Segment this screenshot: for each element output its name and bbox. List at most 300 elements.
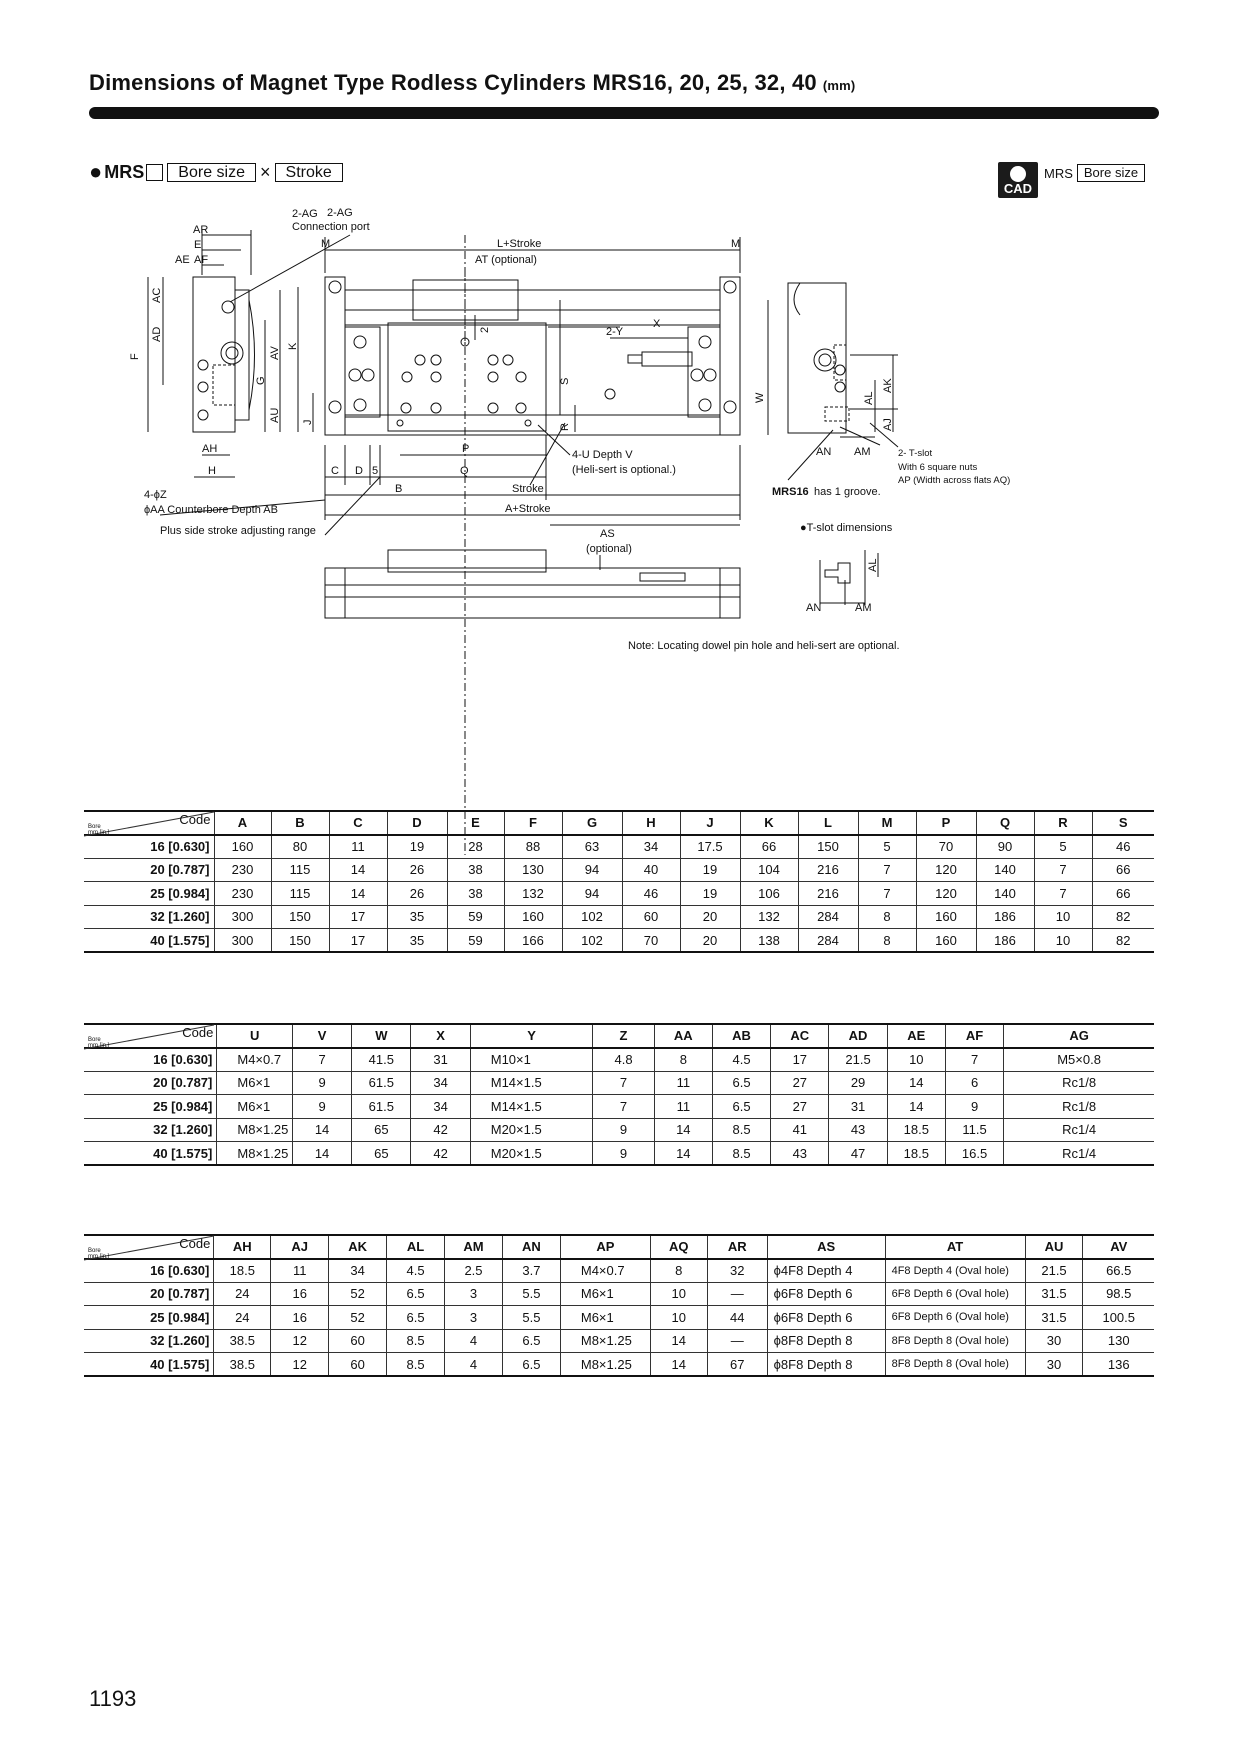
blank-box [146,164,163,181]
lbl-c: C [331,465,339,477]
bore-size-cell: 20 [0.787] [84,1282,214,1306]
bore-size-cell: 40 [1.575] [84,929,214,953]
cell-b: 115 [271,882,329,906]
lbl-plus: Plus side stroke adjusting range [160,525,316,537]
cell-y: M10×1 [470,1048,593,1072]
cell-at: 8F8 Depth 8 (Oval hole) [885,1353,1025,1377]
cell-z: 9 [593,1142,654,1166]
lbl-lstroke: L+Stroke [497,238,542,250]
cell-u: M4×0.7 [217,1048,293,1072]
cell-k: 138 [740,929,798,953]
cell-am: 4 [445,1353,503,1377]
cell-l: 284 [798,905,858,929]
col-header-e: E [447,811,504,835]
cell-ar: 67 [707,1353,767,1377]
cad-icon[interactable] [998,162,1038,198]
cell-ah: 38.5 [214,1353,271,1377]
col-header-a: A [214,811,271,835]
cell-ae: 18.5 [887,1118,945,1142]
cell-ac: 27 [771,1071,829,1095]
lbl-au: AU [269,407,281,423]
cad-bore-box: Bore size [1077,164,1145,182]
cell-ap: M6×1 [560,1282,650,1306]
cell-au: 30 [1025,1353,1083,1377]
cell-b: 150 [271,929,329,953]
cell-r: 7 [1034,882,1092,906]
lbl-y: 2-Y [606,326,624,338]
col-header-m: M [858,811,916,835]
cell-g: 94 [562,882,622,906]
cell-ac: 43 [771,1142,829,1166]
cell-c: 17 [329,929,387,953]
cell-x: 42 [411,1118,470,1142]
cell-s: 82 [1092,905,1154,929]
cell-k: 104 [740,858,798,882]
cell-al: 8.5 [387,1329,445,1353]
cell-d: 35 [387,929,447,953]
cell-h: 34 [622,835,680,859]
lbl-h: H [208,465,216,477]
cell-af: 6 [945,1071,1003,1095]
cell-m: 5 [858,835,916,859]
cad-icon-text: CAD [1003,181,1033,196]
col-header-ar: AR [707,1235,767,1259]
lbl-s: S [559,377,571,385]
cell-x: 31 [411,1048,470,1072]
col-header-u: U [217,1024,293,1048]
cell-d: 26 [387,882,447,906]
col-header-y: Y [470,1024,593,1048]
cell-ag: Rc1/8 [1004,1095,1154,1119]
cell-b: 80 [271,835,329,859]
bore-label: Bore mm [in.] [88,1037,110,1049]
cell-ar: — [707,1282,767,1306]
col-header-c: C [329,811,387,835]
cell-at: 8F8 Depth 8 (Oval hole) [885,1329,1025,1353]
cell-av: 66.5 [1083,1259,1154,1283]
table-row [84,835,1154,859]
col-header-ag: AG [1004,1024,1154,1048]
cell-s: 66 [1092,882,1154,906]
cell-v: 9 [292,1071,351,1095]
cell-ah: 18.5 [214,1259,271,1283]
cell-ae: 14 [887,1071,945,1095]
bore-label: Bore mm [in.] [88,1248,110,1260]
lbl-e: E [194,239,202,251]
drawing-note: Note: Locating dowel pin hole and heli-sert are optional. [628,640,900,652]
bullet-icon: ● [89,159,103,184]
col-header-ad: AD [829,1024,887,1048]
bore-size-cell: 16 [0.630] [84,1259,214,1283]
table-row [84,1095,1154,1119]
cell-ad: 21.5 [829,1048,887,1072]
lbl-at: AT (optional) [475,254,537,266]
drawing-labels [129,207,353,477]
lbl-optional: (optional) [586,543,632,555]
cell-m: 7 [858,882,916,906]
dimension-table-1 [84,810,1154,953]
title-text: Dimensions of Magnet Type Rodless Cylinders MRS16, 20, 25, 32, 40 [89,70,817,95]
col-header-ae: AE [887,1024,945,1048]
table-row [84,1329,1154,1353]
bore-size-cell: 20 [0.787] [84,858,214,882]
page-title [89,70,855,96]
cell-y: M20×1.5 [470,1118,593,1142]
col-header-aa: AA [654,1024,712,1048]
title-unit: (mm) [822,78,856,93]
title-divider [89,107,1159,119]
cell-af: 16.5 [945,1142,1003,1166]
col-header-p: P [916,811,976,835]
cell-s: 46 [1092,835,1154,859]
header-corner [84,1024,217,1048]
cell-y: M20×1.5 [470,1142,593,1166]
cell-ae: 14 [887,1095,945,1119]
bore-size-cell: 25 [0.984] [84,882,214,906]
cell-f: 132 [504,882,562,906]
col-header-q: Q [976,811,1034,835]
col-header-al: AL [387,1235,445,1259]
cell-ad: 43 [829,1118,887,1142]
lbl-ap: AP (Width across flats AQ) [898,475,1011,486]
cell-at: 6F8 Depth 6 (Oval hole) [885,1282,1025,1306]
cell-j: 20 [680,905,740,929]
cell-v: 7 [292,1048,351,1072]
model-prefix: MRS [104,161,145,182]
col-header-h: H [622,811,680,835]
cell-a: 230 [214,882,271,906]
lbl-groove: has 1 groove. [814,486,881,498]
lbl-d: D [355,465,363,477]
cell-aq: 14 [650,1329,707,1353]
cell-e: 28 [447,835,504,859]
table-row [84,1142,1154,1166]
cell-p: 120 [916,882,976,906]
cell-ac: 17 [771,1048,829,1072]
cell-q: 186 [976,929,1034,953]
col-header-l: L [798,811,858,835]
cell-a: 300 [214,905,271,929]
cell-b: 115 [271,858,329,882]
table-row [84,1118,1154,1142]
cell-al: 6.5 [387,1282,445,1306]
cell-z: 4.8 [593,1048,654,1072]
cell-aa: 14 [654,1118,712,1142]
cell-w: 61.5 [352,1071,411,1095]
lbl-as: AS [600,528,615,540]
cell-a: 160 [214,835,271,859]
cell-an: 5.5 [502,1306,560,1330]
table-row [84,1282,1154,1306]
cell-aq: 8 [650,1259,707,1283]
cell-aj: 12 [271,1353,329,1377]
cell-a: 230 [214,858,271,882]
cell-x: 34 [411,1095,470,1119]
lbl-r: R [559,423,571,431]
cell-at: 6F8 Depth 6 (Oval hole) [885,1306,1025,1330]
cell-f: 166 [504,929,562,953]
cell-p: 160 [916,929,976,953]
lbl-ac: AC [151,287,163,303]
cell-ab: 8.5 [712,1118,770,1142]
lbl-w: W [754,392,766,403]
bore-size-cell: 20 [0.787] [84,1071,217,1095]
lbl-heli: (Heli-sert is optional.) [572,464,676,476]
col-header-r: R [1034,811,1092,835]
cell-ab: 8.5 [712,1142,770,1166]
cell-ak: 52 [329,1282,387,1306]
cell-e: 38 [447,882,504,906]
cell-q: 140 [976,882,1034,906]
cell-ar: 32 [707,1259,767,1283]
cell-h: 70 [622,929,680,953]
lbl-x: X [653,318,661,330]
lbl-al2: AL [867,558,879,572]
lbl-ad: AD [151,326,163,342]
col-header-aj: AJ [271,1235,329,1259]
cell-r: 10 [1034,905,1092,929]
cell-m: 7 [858,858,916,882]
lbl-five: 5 [372,465,379,477]
cell-x: 42 [411,1142,470,1166]
cell-aj: 16 [271,1306,329,1330]
lbl-tdim: ●T-slot dimensions [800,522,893,534]
cell-ah: 24 [214,1306,271,1330]
cell-as: ϕ8F8 Depth 8 [767,1329,885,1353]
model-code [89,161,343,183]
cell-aa: 8 [654,1048,712,1072]
cell-as: ϕ6F8 Depth 6 [767,1282,885,1306]
cell-q: 186 [976,905,1034,929]
header-corner [84,1235,214,1259]
cell-aj: 11 [271,1259,329,1283]
col-header-at: AT [885,1235,1025,1259]
col-header-z: Z [593,1024,654,1048]
cell-d: 19 [387,835,447,859]
cell-ap: M8×1.25 [560,1353,650,1377]
lbl-ag-front: 2-AG [292,208,318,220]
cell-p: 160 [916,905,976,929]
col-header-g: G [562,811,622,835]
lbl-astroke: A+Stroke [505,503,551,515]
lbl-ae: AE [175,254,190,266]
table-row [84,1048,1154,1072]
cell-y: M14×1.5 [470,1095,593,1119]
cell-r: 10 [1034,929,1092,953]
cell-w: 41.5 [352,1048,411,1072]
lbl-ak: AK [882,378,894,393]
cell-al: 6.5 [387,1306,445,1330]
cell-aq: 10 [650,1282,707,1306]
cell-ac: 41 [771,1118,829,1142]
cell-f: 88 [504,835,562,859]
bore-size-cell: 25 [0.984] [84,1095,217,1119]
cell-u: M8×1.25 [217,1118,293,1142]
table-row [84,905,1154,929]
cell-s: 82 [1092,929,1154,953]
lbl-mrs16: MRS16 [772,486,809,498]
cell-d: 26 [387,858,447,882]
lbl-ar: AR [193,224,209,236]
cell-u: M6×1 [217,1095,293,1119]
cell-ap: M4×0.7 [560,1259,650,1283]
col-header-ac: AC [771,1024,829,1048]
bore-size-cell: 16 [0.630] [84,1048,217,1072]
col-header-af: AF [945,1024,1003,1048]
col-header-s: S [1092,811,1154,835]
cell-ad: 31 [829,1095,887,1119]
cell-r: 7 [1034,858,1092,882]
cell-aj: 16 [271,1282,329,1306]
cell-l: 216 [798,882,858,906]
col-header-x: X [411,1024,470,1048]
cell-ae: 18.5 [887,1142,945,1166]
cell-e: 59 [447,905,504,929]
cell-am: 2.5 [445,1259,503,1283]
lbl-am: AM [854,446,871,458]
cell-z: 9 [593,1118,654,1142]
cell-j: 19 [680,882,740,906]
lbl-ag: 2-AG [327,207,353,219]
code-label: Code [182,1025,214,1040]
table-row [84,882,1154,906]
cell-ae: 10 [887,1048,945,1072]
cell-ap: M6×1 [560,1306,650,1330]
cell-an: 6.5 [502,1329,560,1353]
cell-ak: 60 [329,1353,387,1377]
cell-k: 106 [740,882,798,906]
bore-size-cell: 32 [1.260] [84,1329,214,1353]
col-header-ap: AP [560,1235,650,1259]
cell-u: M6×1 [217,1071,293,1095]
cell-am: 4 [445,1329,503,1353]
bore-size-cell: 40 [1.575] [84,1353,214,1377]
table-row [84,1071,1154,1095]
cell-k: 66 [740,835,798,859]
lbl-av: AV [269,346,281,360]
cell-af: 11.5 [945,1118,1003,1142]
cell-av: 100.5 [1083,1306,1154,1330]
page-number: 1193 [89,1686,137,1711]
lbl-k: K [287,342,299,350]
cell-d: 35 [387,905,447,929]
col-header-ab: AB [712,1024,770,1048]
cell-aj: 12 [271,1329,329,1353]
dimension-drawing [120,207,1140,725]
cell-ab: 6.5 [712,1095,770,1119]
cell-g: 63 [562,835,622,859]
cell-j: 17.5 [680,835,740,859]
cell-ah: 24 [214,1282,271,1306]
col-header-j: J [680,811,740,835]
code-label: Code [179,812,211,827]
bore-size-cell: 32 [1.260] [84,905,214,929]
bore-label: Bore mm [in.] [88,824,110,836]
cell-l: 150 [798,835,858,859]
cell-au: 31.5 [1025,1306,1083,1330]
cell-z: 7 [593,1071,654,1095]
cell-j: 20 [680,929,740,953]
lbl-u: 4-U Depth V [572,449,633,461]
cell-an: 3.7 [502,1259,560,1283]
cell-au: 31.5 [1025,1282,1083,1306]
lbl-stroke: Stroke [512,483,544,495]
cell-h: 46 [622,882,680,906]
lbl-q: Q [460,465,469,477]
cad-prefix: MRS [1044,165,1073,181]
col-header-as: AS [767,1235,885,1259]
cell-g: 94 [562,858,622,882]
bore-size-box: Bore size [167,163,256,182]
cell-an: 6.5 [502,1353,560,1377]
cell-g: 102 [562,905,622,929]
cell-w: 65 [352,1118,411,1142]
cell-ag: Rc1/4 [1004,1118,1154,1142]
cell-ad: 29 [829,1071,887,1095]
lbl-tslot: 2- T-slot [898,448,933,459]
col-header-au: AU [1025,1235,1083,1259]
cell-an: 5.5 [502,1282,560,1306]
cell-ap: M8×1.25 [560,1329,650,1353]
col-header-d: D [387,811,447,835]
cell-v: 14 [292,1142,351,1166]
col-header-f: F [504,811,562,835]
cell-g: 102 [562,929,622,953]
cell-ad: 47 [829,1142,887,1166]
cell-c: 17 [329,905,387,929]
cell-m: 8 [858,929,916,953]
lbl-an2: AN [806,602,822,614]
cell-as: ϕ8F8 Depth 8 [767,1353,885,1377]
cell-h: 60 [622,905,680,929]
lbl-al: AL [863,391,875,405]
cell-al: 4.5 [387,1259,445,1283]
bore-size-cell: 16 [0.630] [84,835,214,859]
table-row [84,929,1154,953]
lbl-am2: AM [855,602,872,614]
lbl-z: 4-ϕZ [144,489,167,501]
lbl-j: J [302,419,314,425]
col-header-ak: AK [329,1235,387,1259]
cell-ah: 38.5 [214,1329,271,1353]
cell-ak: 60 [329,1329,387,1353]
cell-aq: 10 [650,1306,707,1330]
lbl-aj: AJ [882,418,894,431]
lbl-m2: M [731,238,741,250]
col-header-am: AM [445,1235,503,1259]
lbl-m1: M [321,238,331,250]
cell-aa: 11 [654,1071,712,1095]
lbl-an: AN [816,446,832,458]
stroke-box: Stroke [275,163,343,182]
cell-x: 34 [411,1071,470,1095]
cell-z: 7 [593,1095,654,1119]
lbl-f: F [129,353,141,360]
cell-w: 61.5 [352,1095,411,1119]
lbl-p: P [462,443,470,455]
cell-at: 4F8 Depth 4 (Oval hole) [885,1259,1025,1283]
col-header-an: AN [502,1235,560,1259]
cell-f: 130 [504,858,562,882]
cell-p: 120 [916,858,976,882]
dimension-table-2 [84,1023,1154,1166]
cell-e: 59 [447,929,504,953]
cell-aq: 14 [650,1353,707,1377]
cell-as: ϕ6F8 Depth 6 [767,1306,885,1330]
cell-ac: 27 [771,1095,829,1119]
cell-j: 19 [680,858,740,882]
cell-al: 8.5 [387,1353,445,1377]
